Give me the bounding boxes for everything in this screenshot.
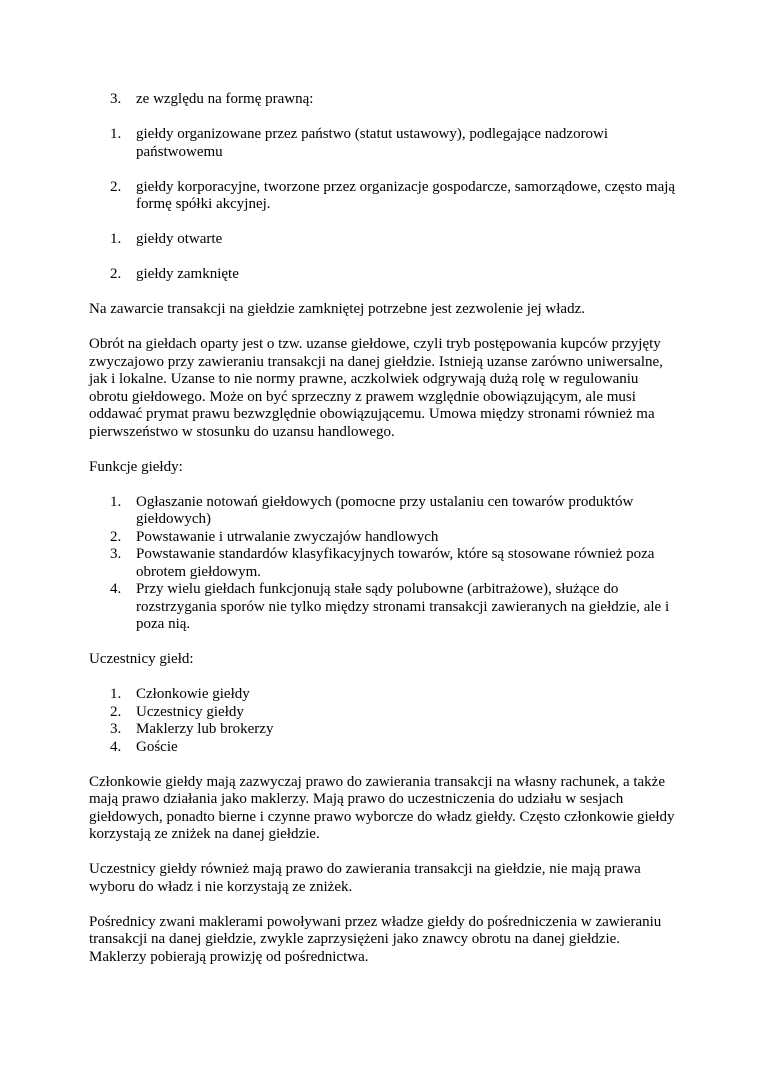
list-number: 3. xyxy=(110,546,122,562)
functions-heading: Funkcje giełdy: xyxy=(89,458,183,475)
paragraph-brokers: Pośrednicy zwani maklerami powoływani przez władze giełdy do pośredniczenia w zawieraniu transakcji na danej giełdzie, zwykle zaprzysiężeni jako znawcy obrotu na danej giełdzie. Maklerzy pobierają prowizję od pośrednictwa. xyxy=(89,913,662,965)
list-text: Powstawanie standardów klasyfikacyjnych towarów, które są stosowane również poza obrotem giełdowym. xyxy=(136,546,655,580)
list-number: 2. xyxy=(110,266,122,282)
list-text: Uczestnicy giełdy xyxy=(136,703,244,720)
list-number: 1. xyxy=(110,126,122,142)
list-item xyxy=(89,581,679,634)
list-number: 1. xyxy=(110,493,122,510)
list-text: giełdy otwarte xyxy=(136,231,223,247)
list-text: ze względu na formę prawną: xyxy=(136,91,314,107)
list-number: 4. xyxy=(110,581,122,597)
paragraph-usances: Obrót na giełdach oparty jest o tzw. uzanse giełdowe, czyli tryb postępowania kupców przyjęty zwyczajowo przy zawieraniu transakcji na danej giełdzie. Istnieją uzanse zarówno uniwersalne, jak i lokalne. Uzanse to nie normy prawne, aczkolwiek odgrywają dużą rolę w regulowaniu obrotu giełdowego. Może on być sprzeczny z prawem względnie obowiązującym, ale musi oddawać prymat prawu bezwzględnie obowiązującemu. Umowa między stronami również ma pierwszeństwo w stosunku do uzansu handlowego. xyxy=(89,336,663,440)
list-number: 1. xyxy=(110,231,122,247)
list-text: giełdy korporacyjne, tworzone przez organizacje gospodarcze, samorządowe, często mają formę spółki akcyjnej. xyxy=(136,178,676,212)
list-number: 2. xyxy=(110,178,122,195)
list-text: giełdy organizowane przez państwo (statut ustawowy), podlegające nadzorowi państwowemu xyxy=(136,126,609,160)
list-number: 4. xyxy=(110,738,122,755)
list-item xyxy=(89,686,679,704)
list-text: Ogłaszanie notowań giełdowych (pomocne przy ustalaniu cen towarów produktów giełdowych) xyxy=(136,493,634,527)
list-text: Goście xyxy=(136,738,178,755)
paragraph-closed-exchange: Na zawarcie transakcji na giełdzie zamkniętej potrzebne jest zezwolenie jej władz. xyxy=(89,301,585,317)
list-text: giełdy zamknięte xyxy=(136,266,239,282)
list-item xyxy=(89,529,679,547)
list-item xyxy=(89,494,679,529)
participants-heading: Uczestnicy giełd: xyxy=(89,651,194,667)
list-text: Maklerzy lub brokerzy xyxy=(136,721,274,737)
list-item xyxy=(89,721,679,739)
list-number: 2. xyxy=(110,703,122,720)
list-text: Powstawanie i utrwalanie zwyczajów handlowych xyxy=(136,528,439,545)
list-item xyxy=(89,739,679,757)
list-number: 3. xyxy=(110,721,122,737)
list-item xyxy=(89,231,679,249)
list-number: 2. xyxy=(110,528,122,545)
list-item xyxy=(89,179,679,214)
list-item xyxy=(89,266,679,284)
list-text: Przy wielu giełdach funkcjonują stałe sądy polubowne (arbitrażowe), służące do rozstrzygania sporów nie tylko między stronami transakcji zawieranych na giełdzie, ale i poza nią. xyxy=(136,581,670,632)
list-number: 3. xyxy=(110,91,122,107)
list-number: 1. xyxy=(110,686,122,702)
list-item xyxy=(89,91,679,109)
paragraph-members: Członkowie giełdy mają zazwyczaj prawo do zawierania transakcji na własny rachunek, a także mają prawo działania jako maklerzy. Mają prawo do uczestniczenia do udziału w sesjach giełdowych, ponadto bierne i czynne prawo wyborcze do władz giełdy. Często członkowie giełdy korzystają ze zniżek na danej giełdzie. xyxy=(89,773,675,842)
document-page xyxy=(89,91,679,966)
list-item xyxy=(89,126,679,161)
list-item xyxy=(89,546,679,581)
list-item xyxy=(89,704,679,722)
paragraph-participants: Uczestnicy giełdy również mają prawo do zawierania transakcji na giełdzie, nie mają prawa wyboru do władz i nie korzystają ze zniżek. xyxy=(89,861,641,895)
list-text: Członkowie giełdy xyxy=(136,686,250,702)
